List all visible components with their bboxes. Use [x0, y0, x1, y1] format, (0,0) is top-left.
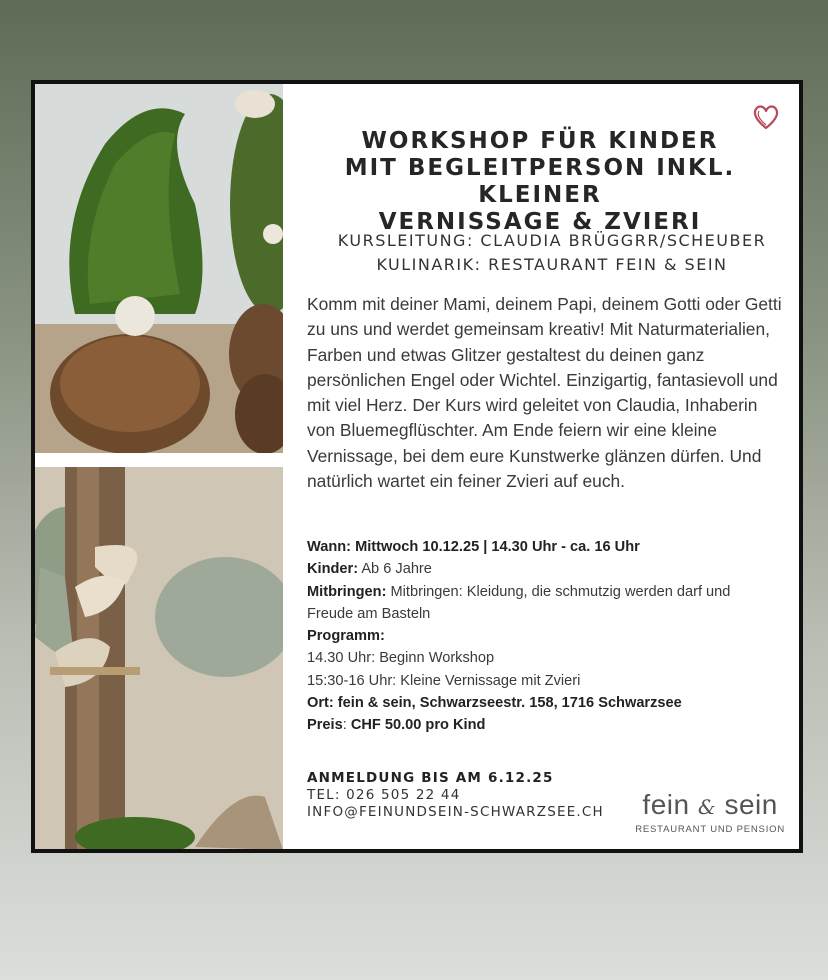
preis-separator: : [342, 717, 351, 734]
workshop-title [291, 128, 789, 236]
title-line-3: VERNISSAGE & ZVIERI [378, 209, 702, 235]
title-line-2: MIT BEGLEITPERSON INKL. KLEINER [344, 155, 736, 208]
anmeldung-deadline: ANMELDUNG BIS AM 6.12.25 [307, 770, 554, 786]
fein-und-sein-logo [635, 790, 785, 835]
preis-line [307, 714, 777, 736]
kinder-label: Kinder: [307, 561, 359, 578]
event-details [307, 536, 777, 737]
preis-value: CHF 50.00 pro Kind [350, 717, 486, 734]
logo-word-fein: fein [642, 789, 690, 820]
preis-label: Preis [307, 717, 343, 734]
kulinarik-line: KULINARIK: RESTAURANT FEIN & SEIN [376, 255, 728, 274]
contact-block [307, 770, 604, 821]
title-line-1: WORKSHOP FÜR KINDER [361, 128, 719, 154]
wann-line [307, 536, 777, 558]
kinder-line [307, 558, 777, 580]
flyer-content [35, 84, 799, 849]
programm-item-1: 14.30 Uhr: Beginn Workshop [307, 650, 495, 667]
moss-gnome-photo [35, 84, 283, 453]
ort-text: Ort: fein & sein, Schwarzseestr. 158, 1716 Schwarzsee [307, 695, 682, 712]
logo-word-sein: sein [724, 789, 778, 820]
programm-item-2: 15:30-16 Uhr: Kleine Vernissage mit Zvieri [307, 672, 581, 689]
intro-paragraph: Komm mit deiner Mami, deinem Papi, deinem Gotti oder Getti zu uns und werdet gemeinsam kreativ! Mit Naturmaterialien, Farben und etwas Glitzer gestaltest du deinen ganz persönlichen Engel oder Wichtel. Einzigartig, fantasievoll und mit viel Herz. Der Kurs wird geleitet von Claudia, Inhaberin von Bluemegflüschter. Am Ende feiern wir eine kleine Vernissage, bei dem eure Kunstwerke glänzen dürfen. Und natürlich wartet ein feiner Zvieri auf euch. [307, 294, 782, 492]
photo-separator [35, 453, 283, 467]
driftwood-angel-photo [35, 467, 283, 849]
logo-ampersand: & [697, 795, 717, 819]
logo-subtitle: RESTAURANT UND PENSION [635, 824, 785, 835]
credits-block [315, 229, 789, 277]
mitbringen-label: Mitbringen: [307, 583, 387, 600]
phone-number[interactable]: TEL: 026 505 22 44 [307, 787, 461, 803]
ort-line [307, 692, 777, 714]
kinder-value: Ab 6 Jahre [358, 561, 432, 578]
mitbringen-line [307, 581, 777, 626]
programm-label: Programm: [307, 628, 385, 645]
wann-text: Wann: Mittwoch 10.12.25 | 14.30 Uhr - ca. 16 Uhr [307, 539, 640, 555]
email-address[interactable]: INFO@FEINUNDSEIN-SCHWARZSEE.CH [307, 804, 604, 820]
mitbringen-value: Mitbringen: Kleidung, die schmutzig werden darf und Freude am Basteln [307, 583, 731, 622]
flyer-frame [31, 80, 803, 853]
logo-wordmark [635, 790, 785, 822]
kursleitung-line: KURSLEITUNG: CLAUDIA BRÜGGRR/SCHEUBER [337, 231, 767, 250]
